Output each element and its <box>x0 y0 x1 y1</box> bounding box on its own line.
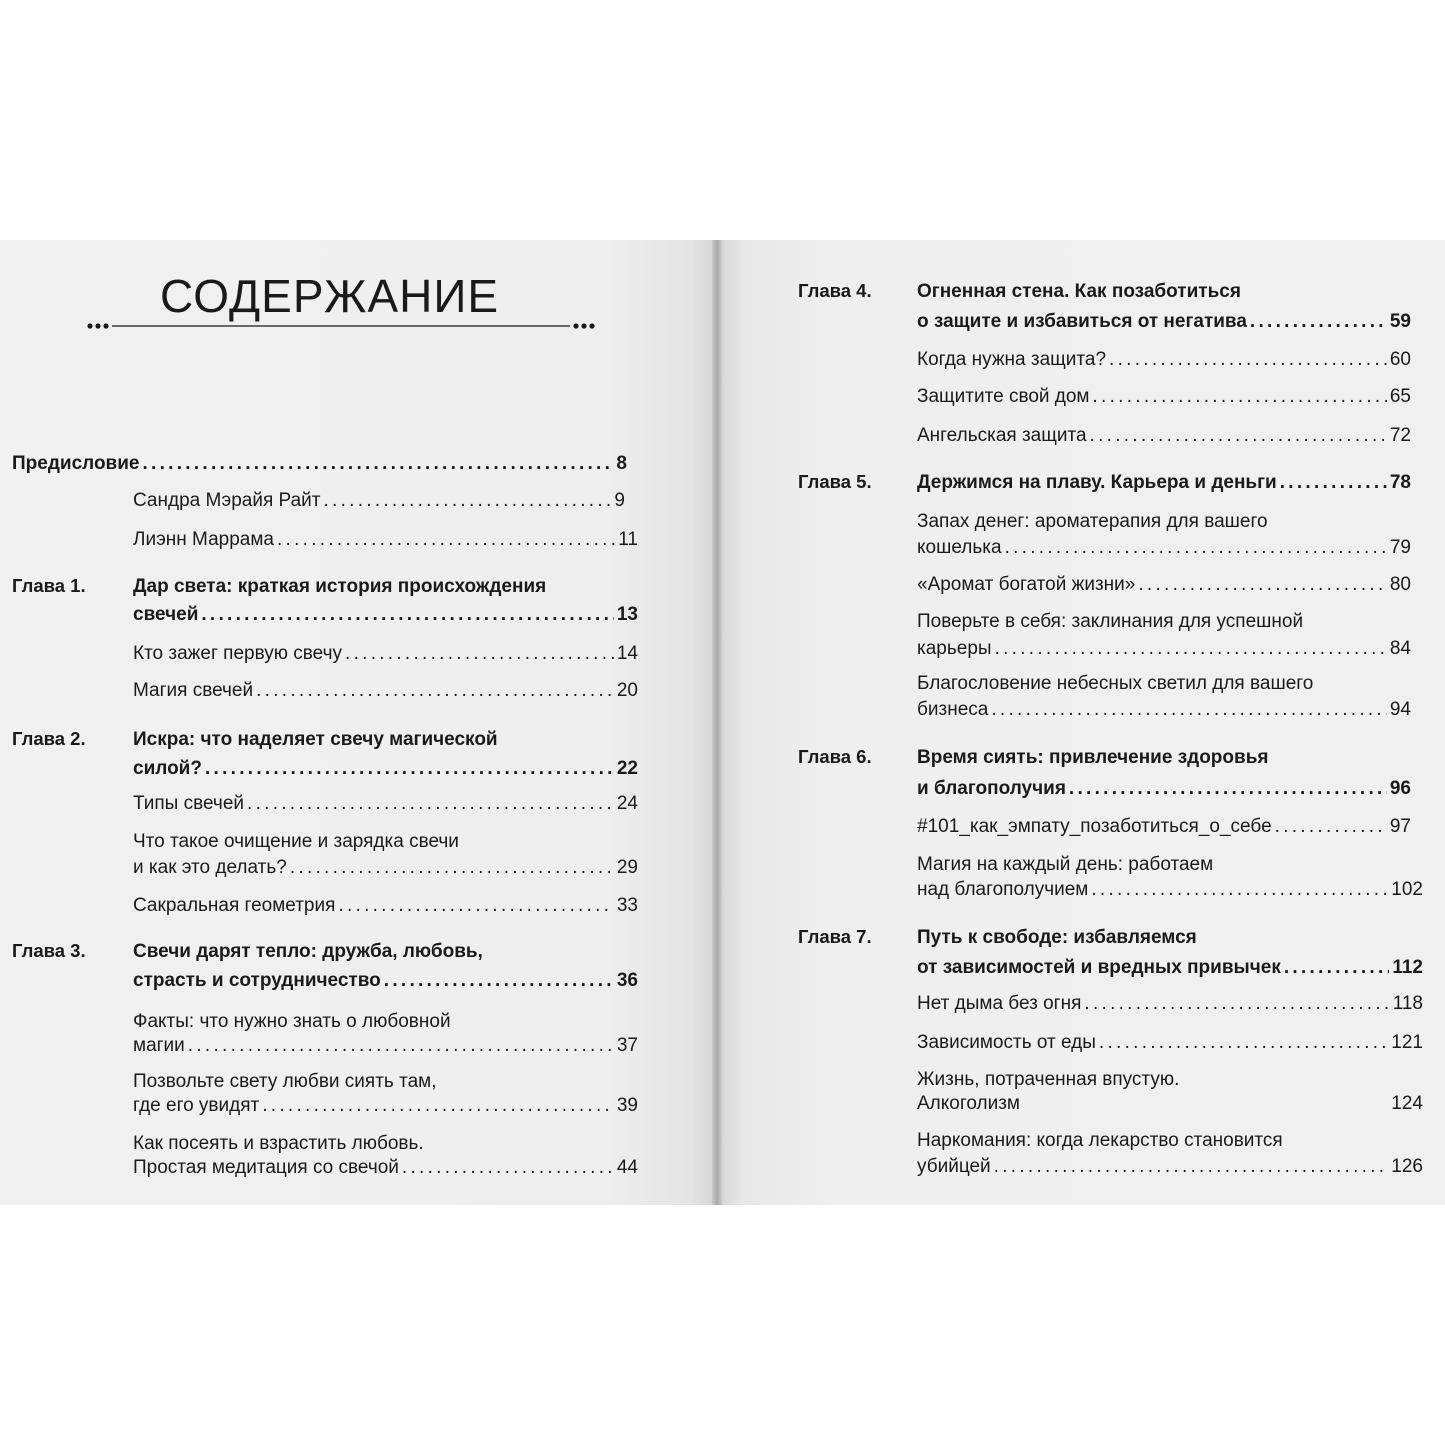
toc-entry-title: Магия свечей <box>133 680 254 701</box>
toc-entry-line: Дар света: краткая история происхождения <box>133 576 547 597</box>
toc-entry-title: кошелька <box>917 537 1002 558</box>
toc-entry-line: Поверьте в себя: заклинания для успешной <box>917 611 1304 632</box>
toc-entry-line: Магия на каждый день: работаем <box>917 854 1214 875</box>
toc-page-number: 20 <box>616 680 638 701</box>
toc-entry-title: Держимся на плаву. Карьера и деньги <box>917 472 1277 493</box>
leader-dots <box>1280 470 1387 496</box>
toc-entry <box>133 791 638 817</box>
leader-dots <box>1093 384 1387 410</box>
toc-entry-line: Наркомания: когда лекарство становится <box>917 1130 1283 1151</box>
title-ornament <box>86 318 596 334</box>
toc-page-number: 37 <box>616 1035 638 1056</box>
toc-entry-title: Кто зажег первую свечу <box>133 643 343 664</box>
toc-page-number: 79 <box>1389 537 1411 558</box>
toc-entry-line: Что такое очищение и зарядка свечи <box>133 831 459 852</box>
toc-entry-title: Зависимость от еды <box>917 1032 1096 1053</box>
toc-page-number: 13 <box>616 604 638 625</box>
leader-dots <box>1005 535 1387 561</box>
toc-entry-title: силой? <box>133 758 202 779</box>
toc-entry-title: и благополучия <box>917 778 1066 799</box>
leader-dots <box>323 488 611 514</box>
toc-entry <box>917 697 1411 723</box>
leader-dots <box>345 641 614 667</box>
toc-page-number: 59 <box>1389 311 1411 332</box>
toc-entry-line: Путь к свободе: избавляемся <box>917 927 1197 948</box>
leader-dots <box>995 636 1387 662</box>
toc-entry-title: Типы свечей <box>133 793 245 814</box>
toc-entry-line: Запах денег: ароматерапия для вашего <box>917 511 1268 532</box>
toc-page-number: 102 <box>1391 879 1423 900</box>
leader-dots <box>402 1155 614 1181</box>
toc-entry <box>12 451 627 477</box>
toc-entry-line: Благословение небесных светил для вашего <box>917 673 1314 694</box>
toc-page-number: 60 <box>1389 349 1411 370</box>
toc-entry <box>917 877 1423 903</box>
toc-entry <box>917 309 1411 335</box>
toc-entry <box>917 347 1411 373</box>
chapter-label: Глава 5. <box>798 471 872 492</box>
toc-entry <box>133 641 638 667</box>
toc-entry-title: Ангельская защита <box>917 425 1087 446</box>
leader-dots <box>1109 347 1387 373</box>
toc-entry-title: магии <box>133 1035 185 1056</box>
toc-page-number: 65 <box>1389 386 1411 407</box>
toc-entry <box>133 488 625 514</box>
toc-page-number: 9 <box>614 490 625 511</box>
toc-page-number: 124 <box>1391 1093 1423 1114</box>
toc-entry-title: убийцей <box>917 1156 991 1177</box>
toc-entry <box>133 893 638 919</box>
toc-page-number: 118 <box>1392 993 1423 1014</box>
toc-entry-title: Сакральная геометрия <box>133 895 336 916</box>
toc-entry <box>917 470 1411 496</box>
leader-dots <box>290 855 614 881</box>
toc-entry <box>133 527 638 553</box>
toc-entry <box>917 991 1423 1017</box>
chapter-label: Глава 4. <box>798 280 872 301</box>
leader-dots <box>201 602 613 628</box>
toc-entry <box>917 535 1411 561</box>
toc-page-number: 78 <box>1389 472 1411 493</box>
toc-page-number: 14 <box>616 643 638 664</box>
leader-dots <box>1284 955 1390 981</box>
leader-dots <box>188 1033 614 1059</box>
chapter-label: Глава 2. <box>12 728 86 749</box>
toc-entry-line: Искра: что наделяет свечу магической <box>133 729 498 750</box>
leader-dots <box>338 893 613 919</box>
toc-page-number: 29 <box>616 857 638 878</box>
toc-page-number: 8 <box>616 453 627 474</box>
toc-page-number: 126 <box>1391 1156 1423 1177</box>
toc-entry <box>133 1155 638 1181</box>
toc-entry-title: свечей <box>133 604 199 625</box>
toc-entry-title: и как это делать? <box>133 857 287 878</box>
leader-dots <box>1084 991 1389 1017</box>
toc-page-number: 72 <box>1389 425 1411 446</box>
toc-entry <box>133 855 638 881</box>
toc-entry <box>917 1030 1423 1056</box>
toc-entry <box>917 572 1411 598</box>
leader-dots <box>994 1154 1389 1180</box>
toc-entry <box>917 1091 1423 1117</box>
left-page <box>0 240 712 1205</box>
toc-entry <box>133 678 638 704</box>
toc-page-number: 33 <box>616 895 638 916</box>
toc-entry-title: Алкоголизм <box>917 1093 1020 1114</box>
toc-entry-title: Простая медитация со свечой <box>133 1157 399 1178</box>
toc-entry-title: Сандра Мэрайя Райт <box>133 490 321 511</box>
toc-page-number: 44 <box>616 1157 638 1178</box>
toc-entry-line: Свечи дарят тепло: дружба, любовь, <box>133 941 483 962</box>
leader-dots <box>1138 572 1387 598</box>
toc-entry-title: над благополучием <box>917 879 1089 900</box>
toc-entry-title: бизнеса <box>917 699 989 720</box>
leader-dots <box>277 527 615 553</box>
toc-entry <box>917 423 1411 449</box>
leader-dots <box>143 451 614 477</box>
leader-dots <box>384 968 614 994</box>
toc-page-number: 24 <box>616 793 638 814</box>
toc-entry <box>917 955 1423 981</box>
toc-entry-line: Позвольте свету любви сиять там, <box>133 1071 437 1092</box>
toc-page-number: 11 <box>618 529 638 550</box>
toc-entry <box>917 1154 1423 1180</box>
toc-entry-line: Факты: что нужно знать о любовной <box>133 1011 451 1032</box>
toc-entry-title: где его увидят <box>133 1095 260 1116</box>
toc-entry-title: от зависимостей и вредных привычек <box>917 957 1281 978</box>
toc-entry-title: Лиэнн Маррама <box>133 529 274 550</box>
toc-entry-title: о защите и избавиться от негатива <box>917 311 1247 332</box>
toc-page-number: 80 <box>1389 574 1411 595</box>
toc-entry-line: Огненная стена. Как позаботиться <box>917 281 1241 302</box>
toc-entry <box>133 602 638 628</box>
toc-entry-line: Время сиять: привлечение здоровья <box>917 747 1269 768</box>
toc-page-number: 97 <box>1389 816 1411 837</box>
toc-page-number: 36 <box>616 970 638 991</box>
toc-page-number: 84 <box>1389 638 1411 659</box>
leader-dots <box>262 1093 614 1119</box>
toc-entry-title: #101_как_эмпату_позаботиться_о_себе <box>917 816 1272 837</box>
leader-dots <box>991 697 1387 723</box>
leader-dots <box>1091 877 1388 903</box>
toc-page-number: 94 <box>1389 699 1411 720</box>
toc-page-number: 22 <box>616 758 638 779</box>
chapter-label: Глава 6. <box>798 746 872 767</box>
leader-dots <box>1275 814 1387 840</box>
toc-entry-title: Нет дыма без огня <box>917 993 1082 1014</box>
leader-dots <box>247 791 614 817</box>
toc-entry <box>133 1033 638 1059</box>
toc-entry <box>917 384 1411 410</box>
toc-entry-line: Как посеять и взрастить любовь. <box>133 1133 424 1154</box>
toc-page-number: 121 <box>1391 1032 1423 1053</box>
toc-entry-title: страсть и сотрудничество <box>133 970 381 991</box>
book-gutter <box>712 240 722 1205</box>
leader-dots <box>1099 1030 1388 1056</box>
leader-dots <box>1090 423 1387 449</box>
toc-entry <box>917 814 1411 840</box>
toc-page-number: 39 <box>616 1095 638 1116</box>
chapter-label: Глава 7. <box>798 926 872 947</box>
toc-entry <box>917 636 1411 662</box>
toc-entry-title: «Аромат богатой жизни» <box>917 574 1136 595</box>
leader-dots <box>205 756 614 782</box>
chapter-label: Глава 1. <box>12 575 86 596</box>
toc-entry <box>133 1093 638 1119</box>
page-title: СОДЕРЖАНИЕ <box>160 270 500 322</box>
leader-dots <box>1250 309 1387 335</box>
toc-page-number: 96 <box>1389 778 1411 799</box>
toc-entry <box>133 968 638 994</box>
toc-page-number: 112 <box>1392 957 1423 978</box>
leader-dots <box>1069 776 1387 802</box>
toc-entry-title: Защитите свой дом <box>917 386 1090 407</box>
toc-entry-title: карьеры <box>917 638 992 659</box>
toc-entry <box>133 756 638 782</box>
toc-entry-title: Предисловие <box>12 453 140 474</box>
toc-entry-title: Когда нужна защита? <box>917 349 1107 370</box>
toc-entry <box>917 776 1411 802</box>
leader-dots <box>256 678 614 704</box>
chapter-label: Глава 3. <box>12 940 86 961</box>
toc-entry-line: Жизнь, потраченная впустую. <box>917 1069 1180 1090</box>
